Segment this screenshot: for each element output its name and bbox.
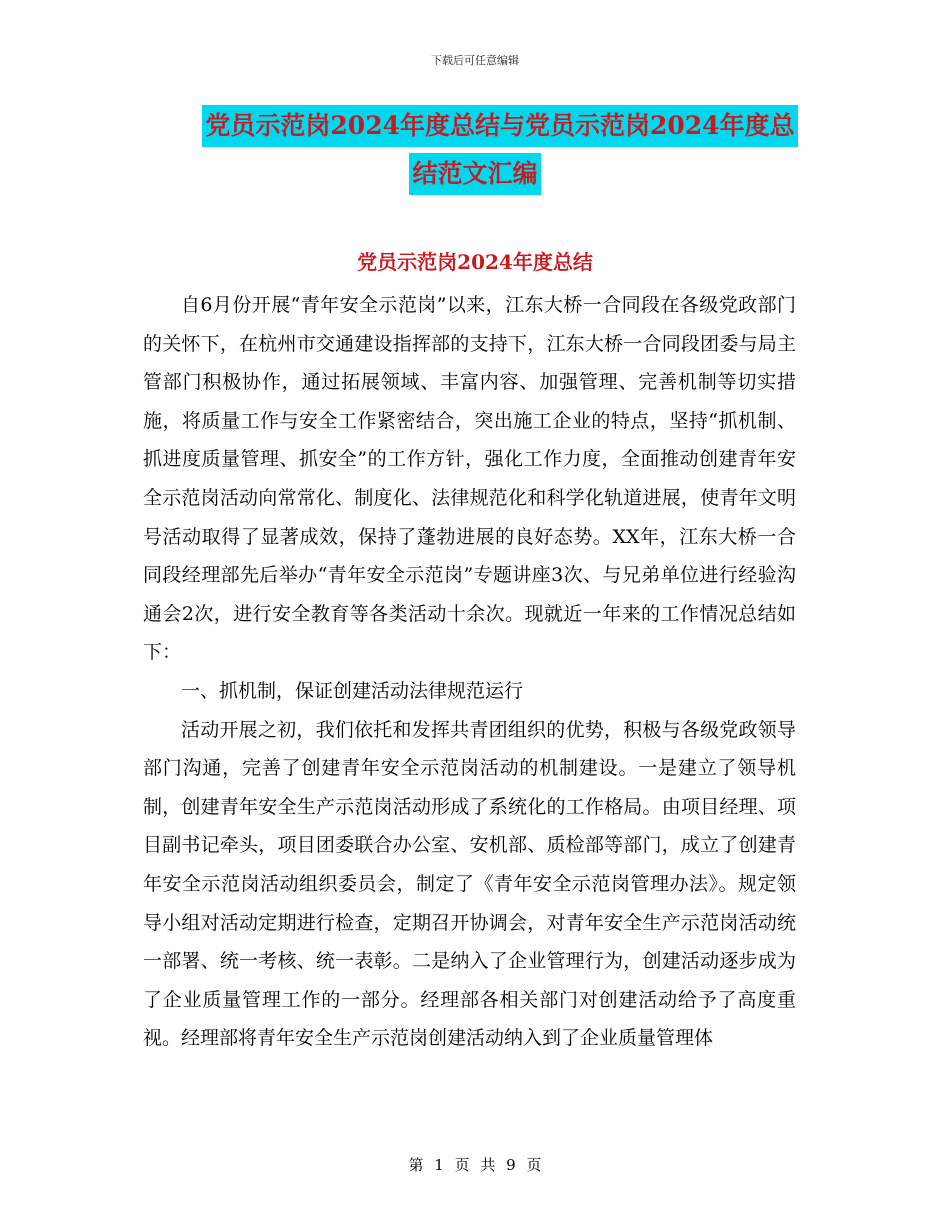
body-paragraph-mechanism: 活动开展之初，我们依托和发挥共青团组织的优势，积极与各级党政领导部门沟通，完善了创建青年安全示范岗活动的机制建设。一是建立了领导机制，创建青年安全生产示范岗活动形成了系统化的工作格局。由项目经理、项目副书记牵头，项目团委联合办公室、安机部、质检部等部门，成立了创建青年安全示范岗活动组织委员会，制定了《青年安全示范岗管理办法》。规定领导小组对活动定期进行检查，定期召开协调会，对青年安全生产示范岗活动统一部署、统一考核、统一表彰。二是纳入了企业管理行为，创建活动逐步成为了企业质量管理工作的一部分。经理部各相关部门对创建活动给予了高度重视。经理部将青年安全生产示范岗创建活动纳入到了企业质量管理体 bbox=[143, 718, 796, 1050]
body-paragraph-intro: 自6月份开展“青年安全示范岗”以来，江东大桥一合同段在各级党政部门的关怀下，在杭州市交通建设指挥部的支持下，江东大桥一合同段团委与局主管部门积极协作，通过拓展领域、丰富内容、加强管理、完善机制等切实措施，将质量工作与安全工作紧密结合，突出施工企业的特点，坚持“抓机制、抓进度质量管理、抓安全”的工作方针，强化工作力度，全面推动创建青年安全示范岗活动向常常化、制度化、法律规范化和科学化轨道进展，使青年文明号活动取得了显著成效，保持了蓬勃进展的良好态势。XX年，江东大桥一合同段经理部先后举办“青年安全示范岗”专题讲座3次、与兄弟单位进行经验沟通会2次，进行安全教育等各类活动十余次。现就近一年来的工作情况总结如下： bbox=[143, 294, 796, 664]
document-title-line-2: 结范文汇编 bbox=[409, 153, 540, 195]
section-heading-1: 一、抓机制，保证创建活动法律规范运行 bbox=[181, 679, 524, 702]
page-number-footer: 第 1 页 共 9 页 bbox=[408, 1156, 542, 1174]
document-title bbox=[0, 104, 950, 195]
document-body bbox=[143, 286, 796, 1058]
document-title-line-1: 党员示范岗2024年度总结与党员示范岗2024年度总 bbox=[202, 105, 797, 147]
section-subtitle: 党员示范岗2024年度总结 bbox=[357, 250, 593, 274]
header-note: 下载后可任意编辑 bbox=[431, 54, 519, 67]
